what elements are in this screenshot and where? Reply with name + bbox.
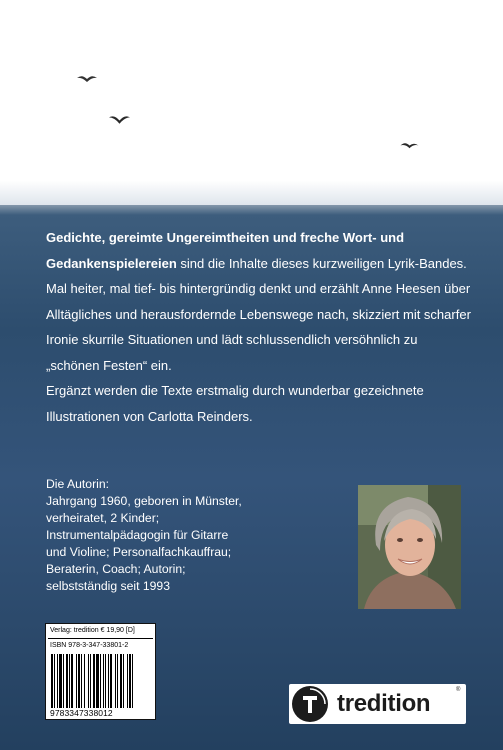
- barcode-bar: [78, 654, 80, 708]
- barcode-bar: [51, 654, 53, 708]
- barcode-bar: [117, 654, 118, 708]
- barcode-bar: [59, 654, 62, 708]
- author-line: Beraterin, Coach; Autorin;: [46, 562, 186, 576]
- barcode-bar: [88, 654, 89, 708]
- barcode-bar: [54, 654, 55, 708]
- barcode-bar: [115, 654, 116, 708]
- author-bio: [46, 476, 306, 595]
- barcode-bar: [69, 654, 70, 708]
- barcode-bar: [129, 654, 131, 708]
- isbn-number: ISBN 978-3-347-33801-2: [50, 642, 129, 649]
- tredition-icon: [292, 686, 328, 722]
- author-line: verheiratet, 2 Kinder;: [46, 511, 160, 525]
- blurb-paragraph-3: Ergänzt werden die Texte erstmalig durch wunderbar gezeichnete Illustrationen von Carlotta Reinders.: [46, 383, 424, 424]
- barcode-bar: [123, 654, 124, 708]
- publisher-name: tredition: [337, 690, 431, 717]
- barcode-bar: [110, 654, 112, 708]
- divider: [48, 638, 153, 639]
- barcode-bar: [66, 654, 68, 708]
- author-line: Instrumentalpädagogin für Gitarre: [46, 528, 229, 542]
- barcode-bar: [84, 654, 85, 708]
- registered-mark: ®: [456, 687, 461, 693]
- barcode-graphic: [50, 654, 152, 708]
- barcode-box: [45, 623, 156, 720]
- blurb-paragraph-2: Mal heiter, mal tief- bis hintergründig denkt und erzählt Anne Heesen über Alltägliches und herausfordernde Lebenswege nach, skizziert mit scharfer Ironie skurrile Situationen und lädt schlussendlich versöhnlich zu „schönen Festen“ ein.: [46, 281, 471, 373]
- publisher-logo: [289, 684, 466, 724]
- barcode-bar: [127, 654, 128, 708]
- author-line: und Violine; Personalfachkauffrau;: [46, 545, 232, 559]
- blurb-lead-bold: Gedichte, gereimte Ungereimtheiten und freche Wort- und Gedankenspielereien: [46, 230, 405, 271]
- barcode-bar: [132, 654, 133, 708]
- blurb-text: [46, 225, 471, 429]
- barcode-bar: [120, 654, 122, 708]
- barcode-bar: [63, 654, 64, 708]
- price-line: Verlag: tredition € 19,90 [D]: [50, 627, 135, 634]
- bird-icon: [77, 74, 97, 84]
- sky-area: [0, 0, 503, 205]
- barcode-bar: [76, 654, 77, 708]
- blurb-lead-rest: sind die Inhalte dieses kurzweiligen Lyrik-Bandes.: [176, 255, 467, 271]
- barcode-bar: [71, 654, 73, 708]
- barcode-bar: [57, 654, 58, 708]
- blurb-paragraph-1: [46, 225, 471, 276]
- author-line: selbstständig seit 1993: [46, 579, 170, 593]
- barcode-bar: [108, 654, 109, 708]
- author-line: Jahrgang 1960, geboren in Münster,: [46, 494, 242, 508]
- bird-icon: [400, 141, 419, 150]
- bird-icon: [109, 114, 130, 125]
- barcode-bar: [81, 654, 82, 708]
- barcode-bar: [100, 654, 101, 708]
- ean-number: 9783347338012: [50, 708, 113, 718]
- barcode-bar: [93, 654, 95, 708]
- author-heading: Die Autorin:: [46, 477, 110, 491]
- barcode-bar: [96, 654, 99, 708]
- barcode-bar: [105, 654, 106, 708]
- barcode-bar: [103, 654, 104, 708]
- barcode-bar: [90, 654, 91, 708]
- author-photo: [358, 485, 461, 609]
